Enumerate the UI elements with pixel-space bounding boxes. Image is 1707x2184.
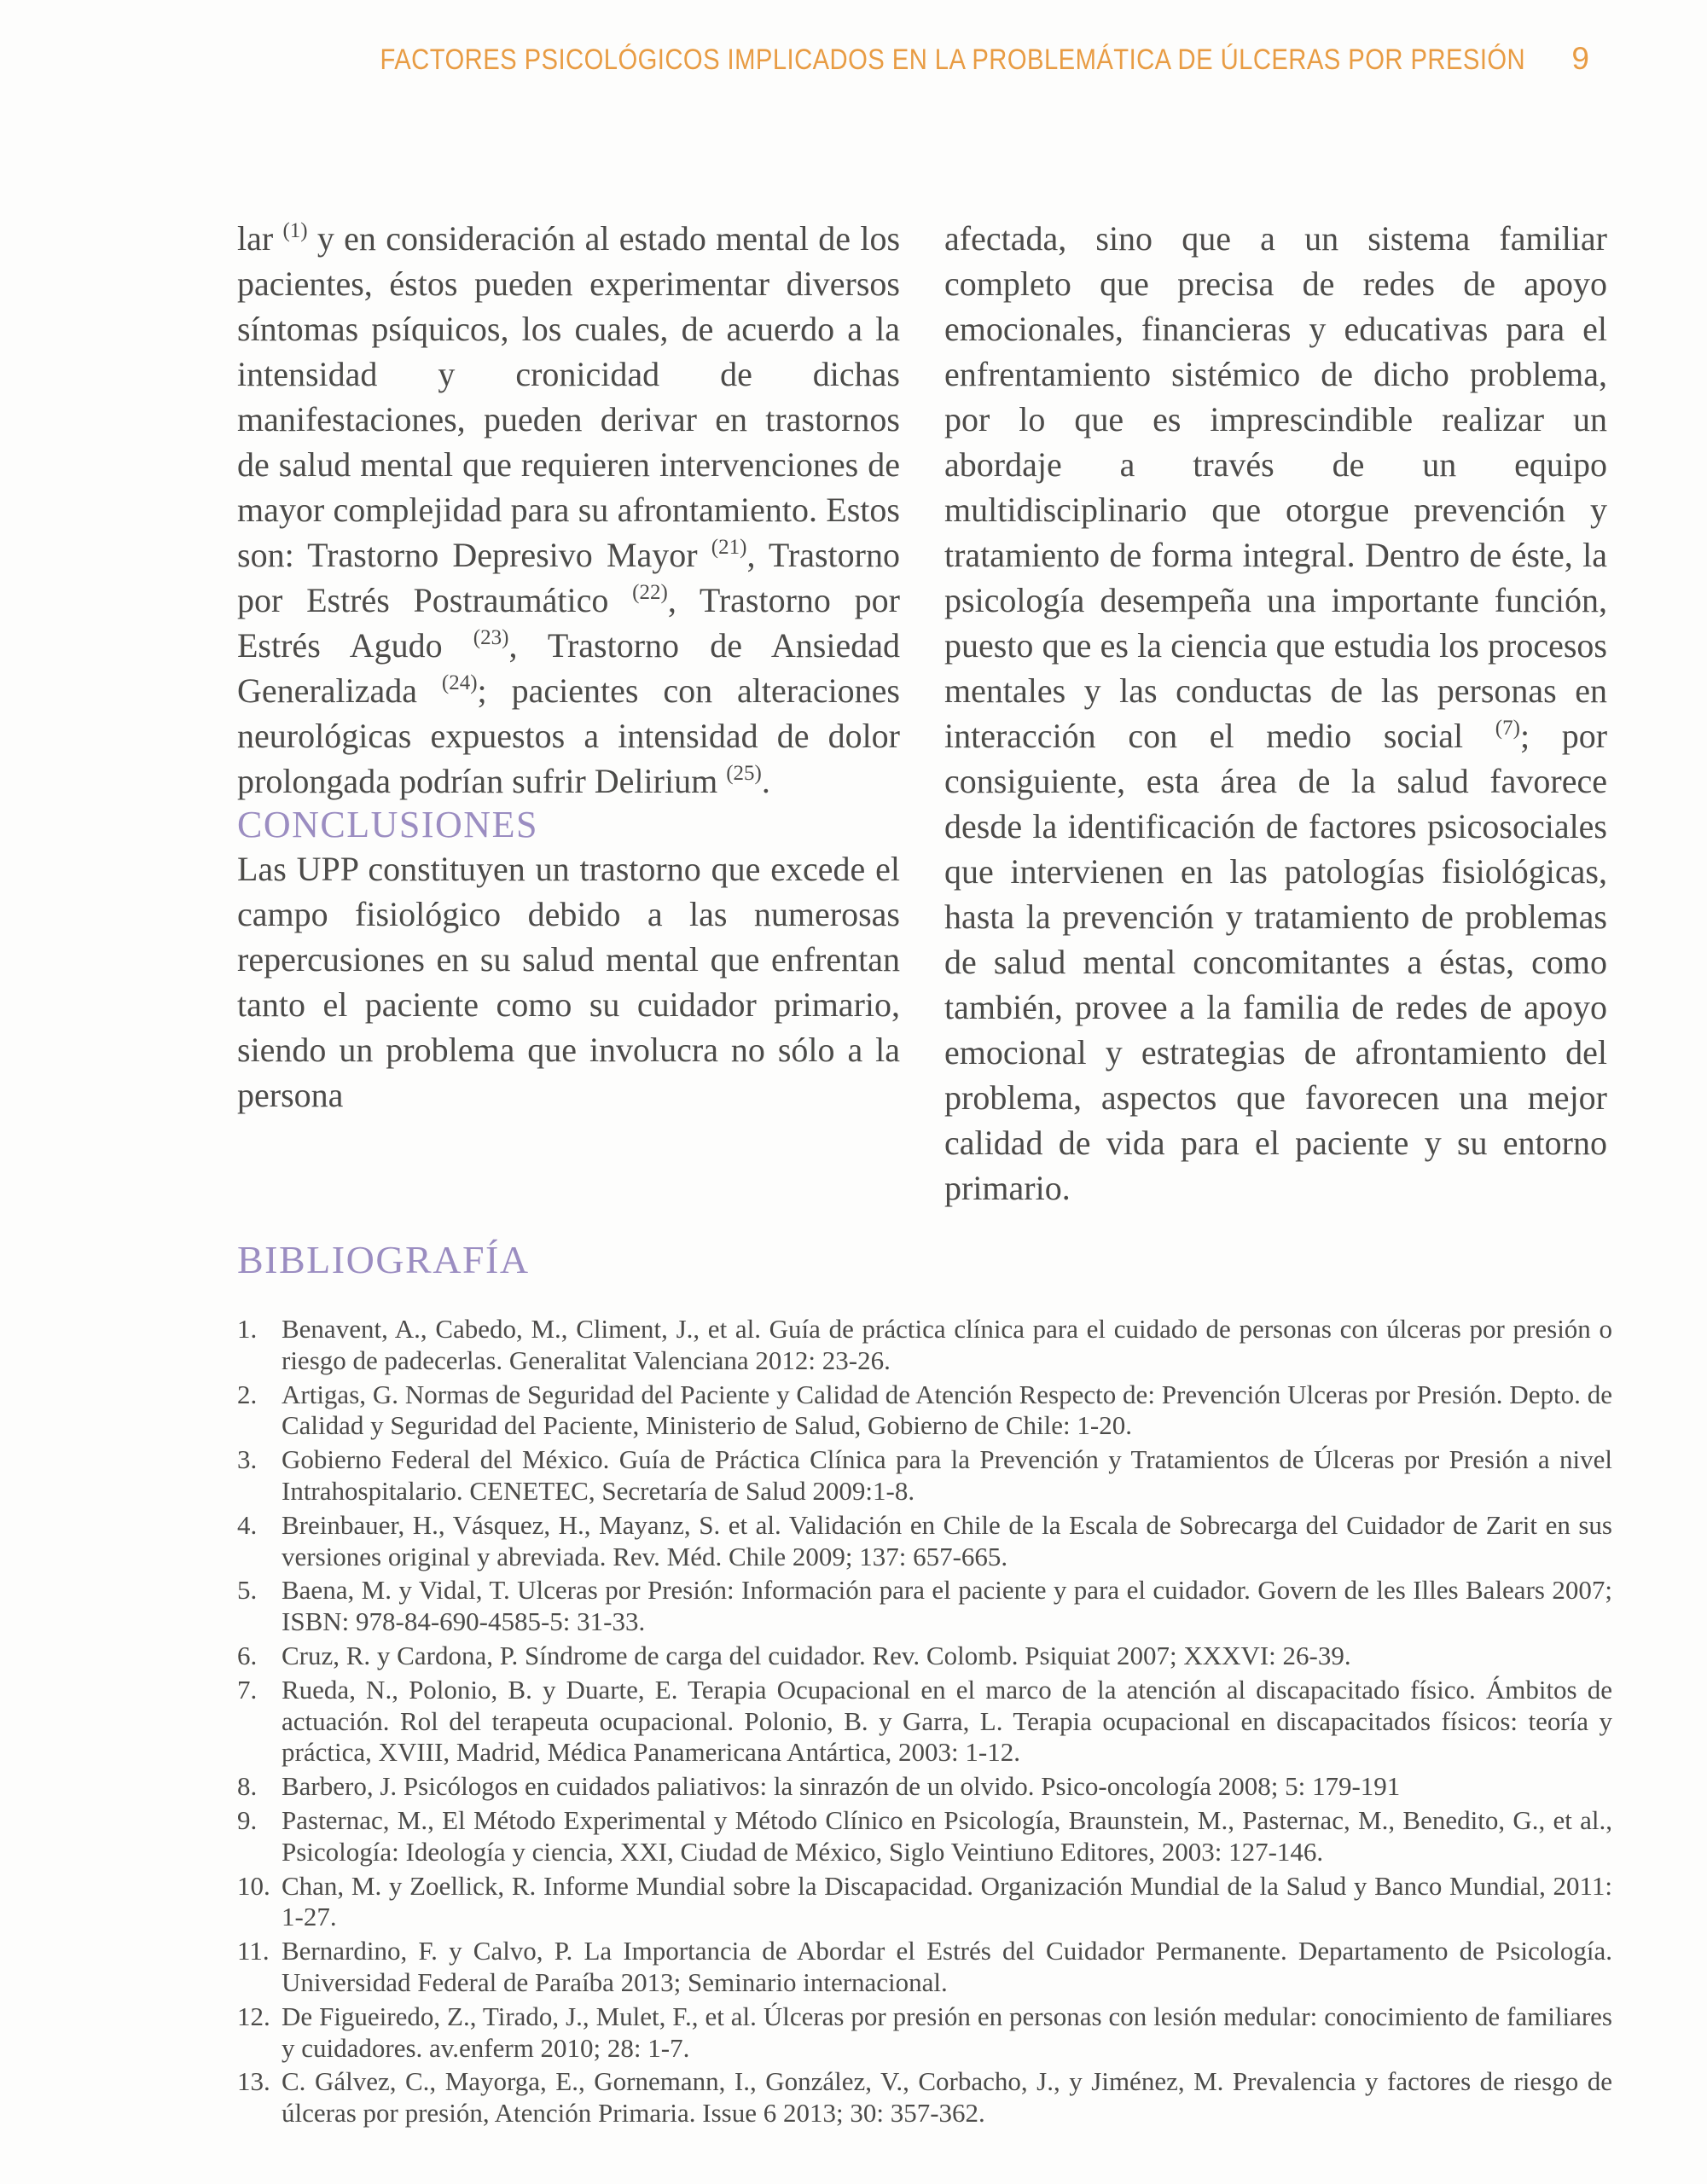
reference-item — [237, 1380, 1612, 1443]
reference-number: 7. — [237, 1674, 258, 1705]
reference-text: C. Gálvez, C., Mayorga, E., Gornemann, I., González, V., Corbacho, J., y Jiménez, M. Prevalencia y factores de riesgo de úlceras por presión, Atención Primaria. Issue 6 2013; 30: 357-362. — [282, 2066, 1612, 2129]
reference-number: 13. — [237, 2066, 270, 2097]
right-column — [944, 216, 1607, 1211]
running-title: FACTORES PSICOLÓGICOS IMPLICADOS EN LA PROBLEMÁTICA DE ÚLCERAS POR PRESIÓN — [380, 44, 1526, 76]
reference-item — [237, 1314, 1612, 1377]
reference-number: 12. — [237, 2001, 270, 2031]
reference-item — [237, 1575, 1612, 1638]
conclusions-heading: CONCLUSIONES — [237, 804, 538, 845]
reference-list — [237, 1314, 1612, 2129]
citation-superscript: (24) — [441, 671, 478, 694]
reference-item — [237, 1641, 1612, 1672]
reference-number: 3. — [237, 1444, 258, 1475]
bibliography-section — [237, 1239, 1612, 2132]
paragraph: afectada, sino que a un sistema familiar completo que precisa de redes de apoyo emocionales, financieras y educativas para el enfrentamiento sistémico de dicho problema, por lo que es imprescindible realizar un abordaje a través de un equipo multidisciplinario que otorgue prevención y tratamiento de forma integral. Dentro de éste, la psicología desempeña una importante función, puesto que es la ciencia que estudia los procesos mentales y las conductas de las personas en interacción con el medio social $^{(7)}$; por consiguiente, esta área de la salud favorece desde la identificación de factores psicosociales que intervienen en las patologías fisiológicas, hasta la prevención y tratamiento de problemas de salud mental concomitantes a éstas, como también, provee a la familia de redes de apoyo emocional y estrategias de afrontamiento del problema, aspectos que favorecen una mejor calidad de vida para el paciente y su entorno primario. — [944, 219, 1608, 1207]
reference-item — [237, 1675, 1612, 1769]
citation-superscript: (23) — [473, 626, 509, 649]
reference-item — [237, 1936, 1612, 1999]
reference-number: 6. — [237, 1640, 258, 1670]
reference-text: Breinbauer, H., Vásquez, H., Mayanz, S. et al. Validación en Chile de la Escala de Sobrecarga del Cuidador de Zarit en sus versiones original y abreviada. Rev. Méd. Chile 2009; 137: 657-665. — [282, 1509, 1612, 1571]
reference-item — [237, 1444, 1612, 1507]
left-column — [237, 216, 900, 1211]
reference-text: Benavent, A., Cabedo, M., Climent, J., et al. Guía de práctica clínica para el cuidado de personas con úlceras por presión o riesgo de padecerlas. Generalitat Valenciana 2012: 23-26. — [282, 1314, 1612, 1375]
reference-item — [237, 1805, 1612, 1868]
citation-superscript: (1) — [282, 219, 308, 242]
reference-text: Pasternac, M., El Método Experimental y Método Clínico en Psicología, Braunstein, M., Pasternac, M., Benedito, G., et al., Psicología: Ideología y ciencia, XXI, Ciudad de México, Siglo Veintiuno Editores, 2003: 127-146. — [282, 1804, 1612, 1867]
reference-item — [237, 1771, 1612, 1803]
reference-text: Chan, M. y Zoellick, R. Informe Mundial sobre la Discapacidad. Organización Mundial de la Salud y Banco Mundial, 2011: 1-27. — [282, 1870, 1612, 1932]
citation-superscript: (21) — [711, 536, 747, 559]
reference-number: 4. — [237, 1509, 258, 1540]
reference-text: Baena, M. y Vidal, T. Ulceras por Presión: Información para el paciente y para el cuidador. Govern de les Illes Balears 2007; ISBN: 978-84-690-4585-5: 31-33. — [282, 1575, 1612, 1637]
reference-text: Bernardino, F. y Calvo, P. La Importancia de Abordar el Estrés del Cuidador Permanente. Departamento de Psicología. Universidad Federal de Paraíba 2013; Seminario internacional. — [282, 1936, 1612, 1997]
reference-number: 8. — [237, 1771, 258, 1802]
citation-superscript: (25) — [726, 762, 762, 785]
reference-number: 1. — [237, 1314, 258, 1344]
reference-number: 10. — [237, 1870, 270, 1901]
reference-item — [237, 2001, 1612, 2065]
bibliography-heading: BIBLIOGRAFÍA — [237, 1238, 530, 1281]
page-number: 9 — [1571, 41, 1589, 76]
citation-superscript: (7) — [1495, 717, 1520, 740]
body-columns — [237, 216, 1607, 1211]
reference-text: Barbero, J. Psicólogos en cuidados paliativos: la sinrazón de un olvido. Psico-oncología 2008; 5: 179-191 — [282, 1771, 1401, 1802]
reference-number: 11. — [237, 1936, 270, 1966]
reference-text: De Figueiredo, Z., Tirado, J., Mulet, F., et al. Úlceras por presión en personas con lesión medular: conocimiento de familiares y cuidadores. av.enferm 2010; 28: 1-7. — [282, 2001, 1612, 2063]
reference-number: 2. — [237, 1379, 258, 1409]
page-header — [0, 41, 1589, 77]
paragraph: lar $^{(1)}$ y en consideración al estado mental de los pacientes, éstos pueden experimentar diversos síntomas psíquicos, los cuales, de acuerdo a la intensidad y cronicidad de dichas manifestaciones, pueden derivar en trastornos de salud mental que requieren intervenciones de mayor complejidad para su afrontamiento. Estos son: Trastorno Depresivo Mayor $^{(21)}$, Trastorno por Estrés Postraumático $^{(22)}$, Trastorno por Estrés Agudo $^{(23)}$, Trastorno de Ansiedad Generalizada $^{(24)}$; pacientes con alteraciones neurológicas expuestos a intensidad de dolor prolongada podrían sufrir Delirium $^{(25)}$. — [237, 219, 901, 800]
reference-text: Gobierno Federal del México. Guía de Práctica Clínica para la Prevención y Tratamientos de Úlceras por Presión a nivel Intrahospitalario. CENETEC, Secretaría de Salud 2009:1-8. — [282, 1444, 1612, 1506]
conclusions-paragraph: Las UPP constituyen un trastorno que excede el campo fisiológico debido a las numerosas repercusiones en su salud mental que enfrentan tanto el paciente como su cuidador primario, siendo un problema que involucra no sólo a la persona — [237, 850, 900, 1114]
reference-text: Rueda, N., Polonio, B. y Duarte, E. Terapia Ocupacional en el marco de la atención al discapacitado físico. Ámbitos de actuación. Rol del terapeuta ocupacional. Polonio, B. y Garra, L. Terapia ocupacional en discapacitados físicos: teoría y práctica, XVIII, Madrid, Médica Panamericana Antártica, 2003: 1-12. — [282, 1674, 1612, 1768]
reference-item — [237, 2066, 1612, 2129]
reference-text: Cruz, R. y Cardona, P. Síndrome de carga del cuidador. Rev. Colomb. Psiquiat 2007; XXXVI: 26-39. — [282, 1640, 1351, 1670]
reference-text: Artigas, G. Normas de Seguridad del Paciente y Calidad de Atención Respecto de: Prevención Ulceras por Presión. Depto. de Calidad y Seguridad del Paciente, Ministerio de Salud, Gobierno de Chile: 1-20. — [282, 1379, 1612, 1441]
reference-item — [237, 1510, 1612, 1573]
reference-number: 9. — [237, 1804, 258, 1835]
reference-number: 5. — [237, 1575, 258, 1606]
citation-superscript: (22) — [632, 581, 668, 604]
reference-item — [237, 1871, 1612, 1934]
